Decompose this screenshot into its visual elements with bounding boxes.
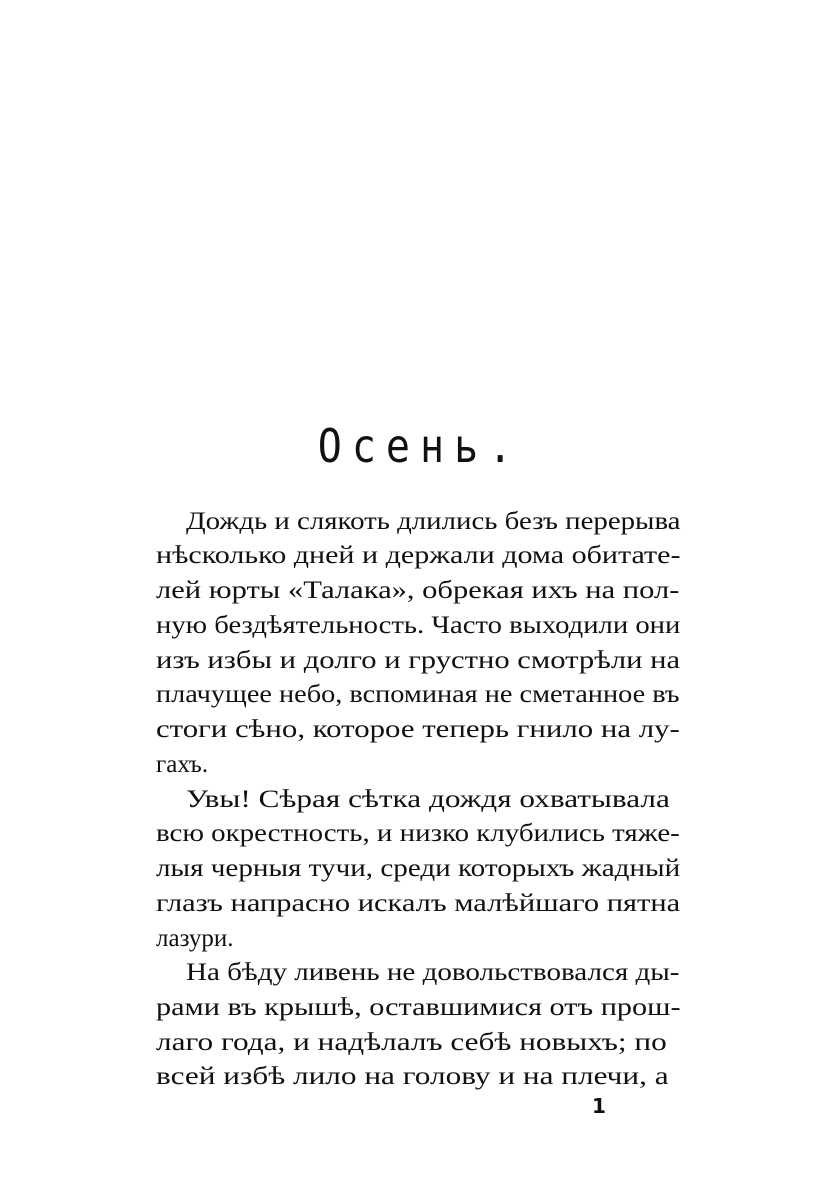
text-line: лаго года, и надѣлалъ себѣ новыхъ; по — [156, 1029, 667, 1056]
text-line: рами въ крышѣ, оставшимися отъ прош- — [156, 994, 681, 1021]
text-line: плачущее небо, вспоминая не сметанное въ — [156, 681, 680, 708]
text-line: всей избѣ лило на голову и на плечи, а — [156, 1063, 669, 1090]
text-line: изъ избы и долго и грустно смотрѣли на — [156, 647, 681, 674]
text-line: ную бездѣятельность. Часто выходили они — [156, 612, 681, 639]
text-line: лыя черныя тучи, среди которыхъ жадный — [156, 855, 681, 882]
chapter-title: Осень. — [317, 420, 523, 474]
text-line: лей юрты «Талака», обрекая ихъ на пол- — [156, 577, 680, 604]
text-line: лазури. — [156, 925, 234, 952]
page-number: 1 — [592, 1094, 606, 1118]
text-line: стоги сѣно, которое теперь гнило на лу- — [156, 716, 680, 743]
text-line: глазъ напрасно искалъ малѣйшаго пятна — [156, 890, 681, 917]
text-line: гахъ. — [156, 751, 209, 778]
text-line: На бѣду ливень не довольствовался ды- — [186, 959, 680, 986]
text-line: Увы! Сѣрая сѣтка дождя охватывала — [186, 786, 670, 813]
text-line: Дождь и слякоть длились безъ перерыва — [186, 508, 681, 535]
text-line: нѣсколько дней и держали дома обитате- — [156, 542, 681, 569]
text-line: всю окрестность, и низко клубились тяже- — [156, 820, 680, 847]
